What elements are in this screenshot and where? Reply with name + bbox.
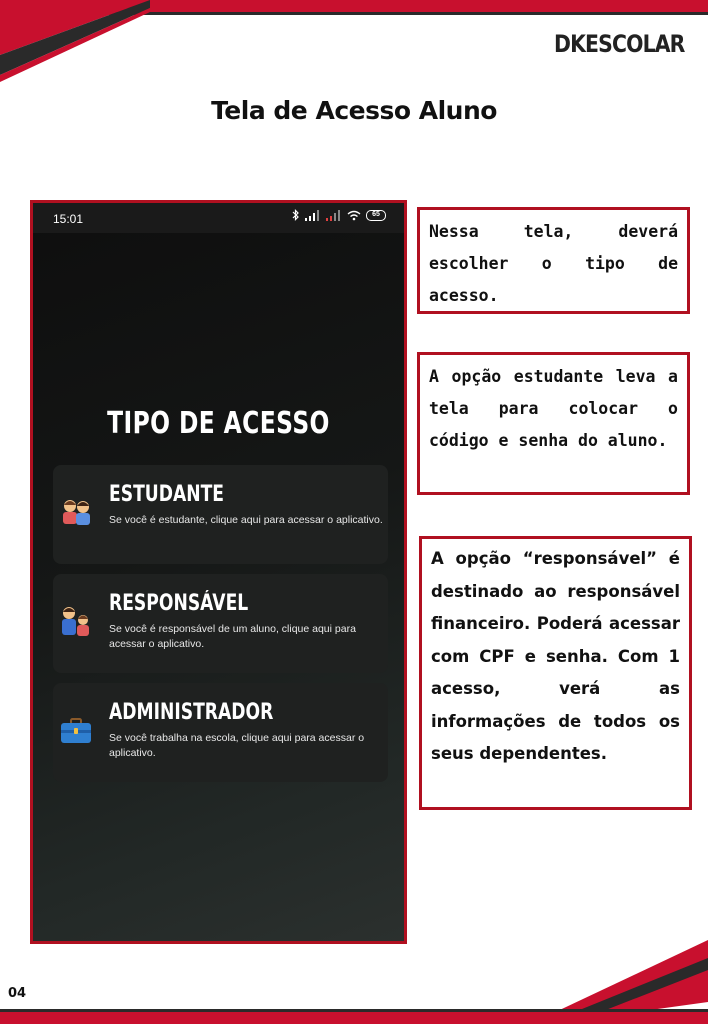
option-card-estudante[interactable]	[53, 465, 388, 564]
battery-icon: 65	[366, 210, 386, 221]
note-responsible-option: A opção “responsável” é destinado ao responsável financeiro. Poderá acessar com CPF e senha. Com 1 acesso, verá as informações de todos os seus dependentes.	[419, 536, 692, 810]
brand-logo	[550, 22, 700, 66]
students-icon	[59, 495, 93, 529]
brand-name: DKESCOLAR	[554, 30, 685, 58]
top-left-corner-decoration	[0, 0, 150, 90]
wifi-icon	[347, 210, 361, 221]
option-title: RESPONSÁVEL	[109, 591, 249, 616]
option-description: Se você trabalha na escola, clique aqui para acessar o aplicativo.	[109, 732, 365, 759]
bottom-red-stripe	[0, 1012, 708, 1024]
option-card-responsavel[interactable]	[53, 574, 388, 673]
signal-icon-2	[326, 210, 342, 221]
option-card-administrador[interactable]	[53, 683, 388, 782]
status-icons	[292, 209, 386, 221]
page-title: Tela de Acesso Aluno	[211, 96, 497, 125]
bluetooth-icon	[292, 209, 300, 221]
page-number: 04	[8, 986, 27, 1001]
status-time: 15:01	[53, 212, 84, 226]
briefcase-icon	[59, 713, 93, 747]
note-choose-access-type: Nessa tela, deverá escolher o tipo de acesso.	[417, 207, 690, 314]
access-type-heading: TIPO DE ACESSO	[107, 406, 330, 441]
family-icon	[59, 604, 93, 638]
phone-screenshot	[30, 200, 407, 944]
status-bar	[33, 203, 404, 233]
signal-icon	[305, 210, 321, 221]
bottom-dark-stripe	[0, 1009, 708, 1012]
note-student-option: A opção estudante leva a tela para colocar o código e senha do aluno.	[417, 352, 690, 495]
option-title: ADMINISTRADOR	[109, 700, 274, 725]
option-description: Se você é responsável de um aluno, clique aqui para acessar o aplicativo.	[109, 623, 356, 650]
option-description: Se você é estudante, clique aqui para acessar o aplicativo.	[109, 514, 383, 526]
option-title: ESTUDANTE	[109, 482, 225, 507]
